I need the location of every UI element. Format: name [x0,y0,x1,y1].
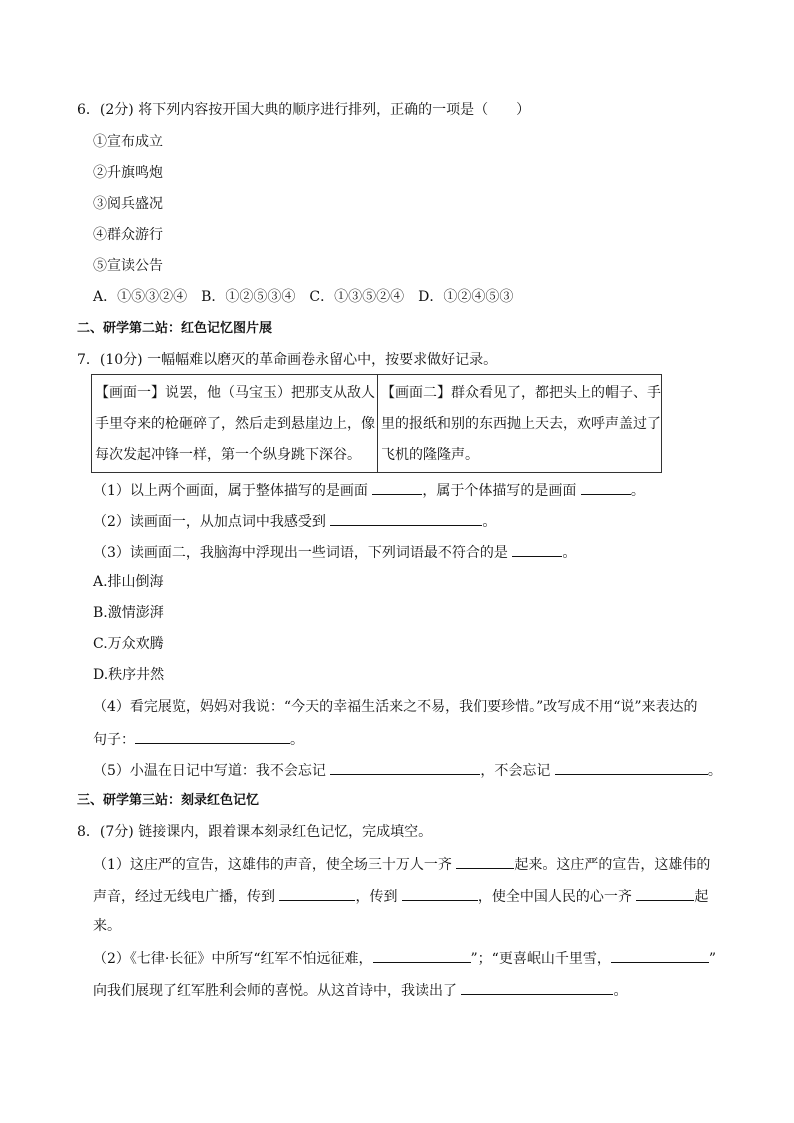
q7-sub4-line2 [93,728,304,748]
q8-sub2-end: 。 [613,983,628,999]
q8-sub2-blank-3[interactable] [461,979,613,995]
q7-sub5-text-b: ，不会忘记 [480,763,551,779]
q7-sub4-blank[interactable] [135,728,290,744]
q6-option-d[interactable]: D．①②④⑤③ [418,289,514,305]
q7-choice-c[interactable]: C.万众欢腾 [93,636,164,652]
q7-choice-b[interactable]: B.激情澎湃 [93,605,164,621]
q7-sub5-blank-1[interactable] [330,759,480,775]
q6-stem: 6．(2分) 将下列内容按开国大典的顺序进行排列，正确的一项是（ ） [77,102,531,118]
q7-sub3-blank[interactable] [512,541,562,557]
q8-sub1-blank-2[interactable] [279,885,355,901]
q8-sub1-text-b: 起来。这庄严的宣告，这雄伟的 [514,857,711,873]
q8-sub1-blank-4[interactable] [636,885,694,901]
q7-panel-2 [378,375,661,472]
q7-sub5 [93,759,722,779]
q7-sub2-blank[interactable] [330,510,482,526]
q8-sub2-line2 [93,979,627,999]
q6-item-3: ③阅兵盛况 [93,196,163,212]
q6-options [93,287,527,307]
q8-sub1-line1 [93,853,710,873]
q6-item-2: ②升旗鸣炮 [93,165,163,181]
q7-picture-table [91,374,662,473]
section-3-title: 三、研学第三站：刻录红色记忆 [77,793,260,808]
q6-option-c[interactable]: C．①③⑤②④ [309,289,405,305]
q7-sub2-end: 。 [482,514,497,530]
q7-sub4-label: 句子： [93,732,135,748]
q7-stem: 7．(10分) 一幅幅难以磨灭的革命画卷永留心中，按要求做好记录。 [77,352,498,368]
q7-sub4-line1: （4）看完展览，妈妈对我说：“今天的幸福生活来之不易，我们要珍惜。”改写成不用“说”来表达的 [93,699,698,715]
q8-sub1-text-e: ，使全中国人民的心一齐 [477,889,632,905]
q8-sub1-line3: 来。 [93,918,121,934]
q8-sub1-text-f: 起 [694,889,709,905]
section-2-title: 二、研学第二站：红色记忆图片展 [77,321,273,336]
q8-sub2-text-b: ”；“更喜岷山千里雪， [470,951,611,967]
q8-sub2-line1 [93,947,716,967]
q8-sub2-text-c: ” [708,951,717,967]
q8-sub1-line2 [93,885,708,905]
q7-choice-d[interactable]: D.秩序井然 [93,667,165,683]
q7-sub5-blank-2[interactable] [555,759,708,775]
q7-panel-1-line: 每次发起冲锋一样，第一个纵身跳下深谷。 [95,447,361,463]
q6-item-5: ⑤宣读公告 [93,258,163,274]
q7-sub5-text-a: （5）小温在日记中写道：我不会忘记 [93,763,326,779]
q7-sub2 [93,510,496,530]
q7-panel-2-line: 【画面二】群众看见了，都把头上的帽子、手 [381,385,661,401]
q8-sub2-blank-2[interactable] [611,947,709,963]
q8-sub2-blank-1[interactable] [373,947,471,963]
q7-panel-1-line: 手里夺来的枪砸碎了，然后走到悬崖边上，像 [95,416,375,432]
q8-sub1-text-c: 声音，经过无线电广播，传到 [93,889,275,905]
q7-sub1-blank-1[interactable] [372,479,422,495]
q7-sub3-end: 。 [562,545,577,561]
q7-sub1 [93,479,645,499]
q6-option-a[interactable]: A．①⑤③②④ [93,289,188,305]
q7-panel-1-line: 【画面一】说罢，他（马宝玉）把那支从敌人 [95,385,375,401]
q7-sub5-end: 。 [707,763,722,779]
q8-sub1-blank-1[interactable] [456,853,514,869]
q8-sub2-text-a: （2）《七律·长征》中所写“红军不怕远征难， [93,951,373,967]
q6-item-4: ④群众游行 [93,227,163,243]
q6-item-1: ①宣布成立 [93,134,163,150]
q7-panel-2-line: 里的报纸和别的东西抛上天去，欢呼声盖过了 [381,416,661,432]
q8-sub1-text-a: （1）这庄严的宣告，这雄伟的声音，使全场三十万人一齐 [93,857,452,873]
q8-stem: 8．(7分) 链接课内，跟着课本刻录红色记忆，完成填空。 [77,824,433,840]
q7-sub3-text: （3）读画面二，我脑海中浮现出一些词语，下列词语最不符合的是 [93,545,508,561]
q7-sub4-end: 。 [290,732,304,748]
q7-panel-2-line: 飞机的隆隆声。 [381,447,479,463]
q8-sub2-text-d: 向我们展现了红军胜利会师的喜悦。从这首诗中，我读出了 [93,983,457,999]
q8-sub1-blank-3[interactable] [402,885,478,901]
q8-sub1-text-d: ，传到 [355,889,398,905]
q7-sub1-text-a: （1）以上两个画面，属于整体描写的是画面 [93,483,368,499]
q7-panel-1 [92,375,378,472]
q7-sub2-text: （2）读画面一，从加点词中我感受到 [93,514,326,530]
q7-sub1-end: 。 [630,483,645,499]
q7-sub3 [93,541,576,561]
q7-sub1-text-b: ，属于个体描写的是画面 [422,483,577,499]
q7-choice-a[interactable]: A.排山倒海 [93,574,164,590]
q6-option-b[interactable]: B．①②⑤③④ [201,289,296,305]
q7-sub1-blank-2[interactable] [581,479,631,495]
